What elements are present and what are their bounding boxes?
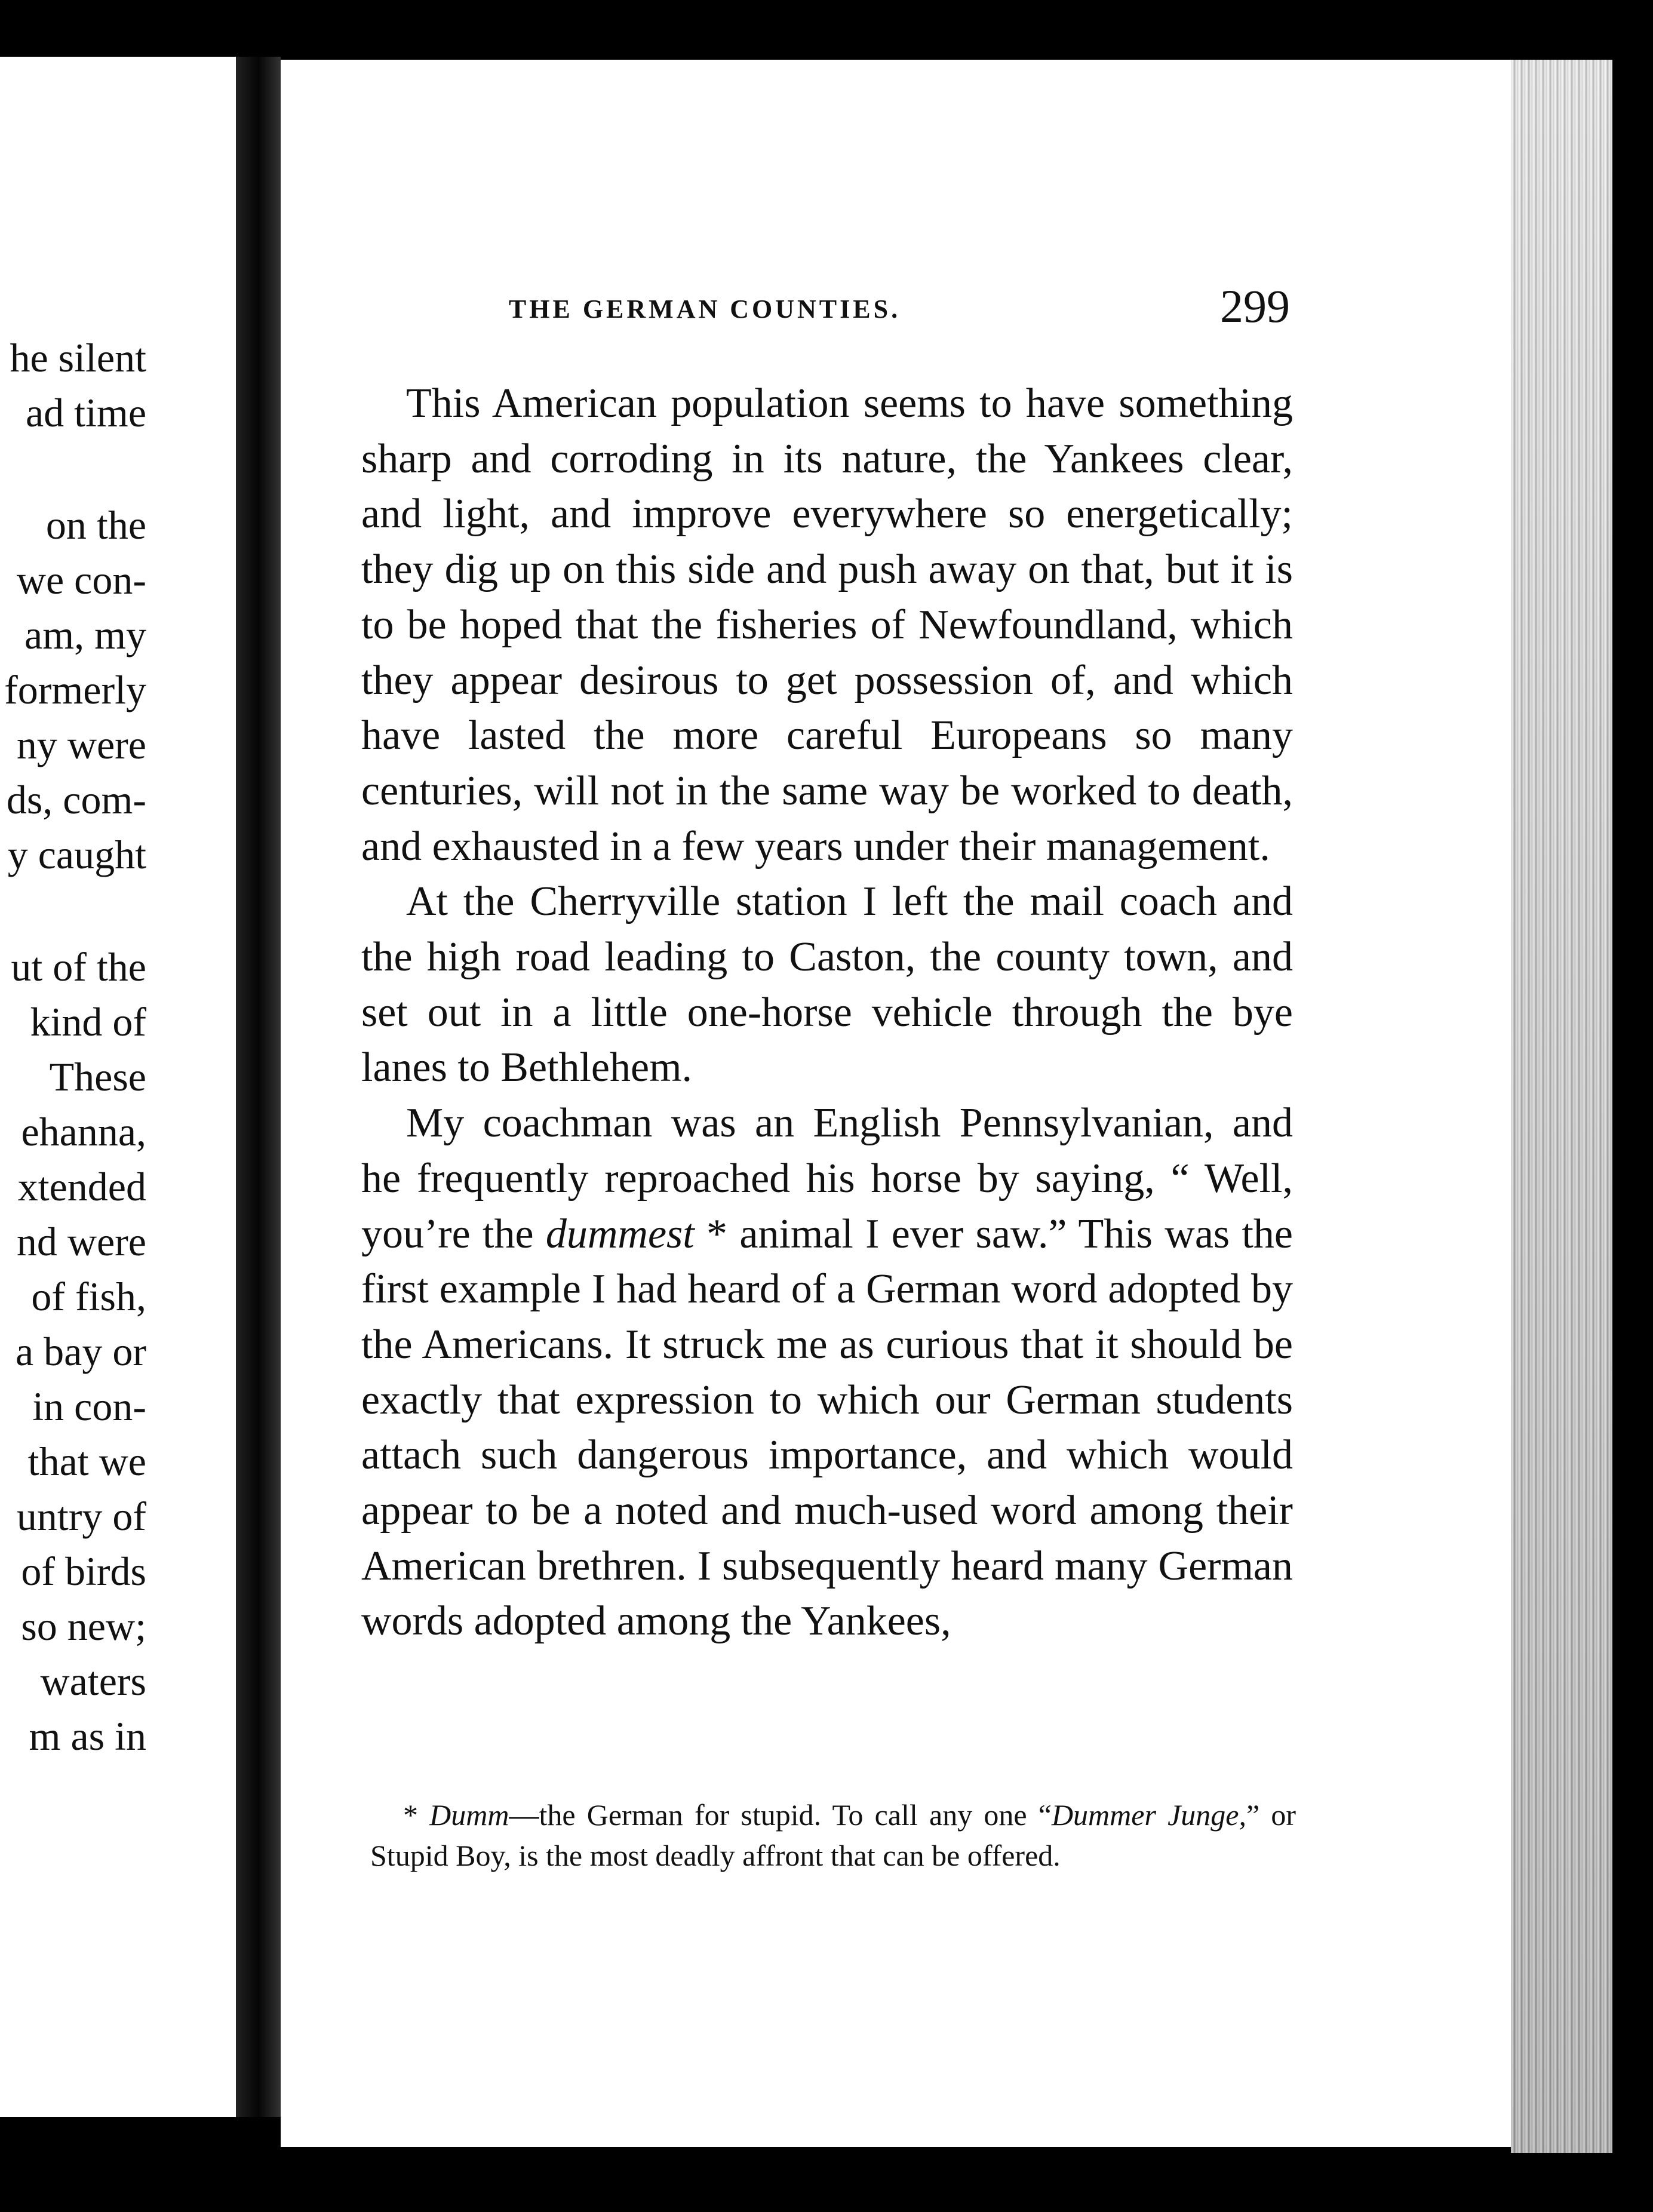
- left-page-line: am, my: [24, 612, 146, 658]
- footnote-text: —the German for stupid. To call any one “: [509, 1798, 1052, 1832]
- left-page-line: nd were: [16, 1219, 146, 1264]
- paragraph: At the Cherryville station I left the mail coach and the high road leading to Caston, the county town, and set out in a little one-horse vehicle through the bye lanes to Bethlehem.: [361, 878, 1293, 1091]
- body-text: [361, 376, 1293, 1649]
- left-page-line: that we: [27, 1439, 146, 1484]
- left-page-line: y caught: [7, 832, 146, 877]
- paragraph: This American population seems to have something sharp and corroding in its nature, the Yankees clear, and light, and improve everywhere so energetically; they dig up on this side and push away on that, but it is to be hoped that the fisheries of Newfoundland, which they appear desirous to get possession of, and which have lasted the more careful Europeans so many centuries, will not in the same way be worked to death, and exhausted in a few years under their management.: [361, 380, 1293, 870]
- paragraph-text: My coachman was an English Pennsylvanian, and he frequently reproached his horse by saying, “ Well, you’re the: [361, 1100, 1293, 1257]
- left-page-line: These: [49, 1054, 146, 1099]
- left-page: [0, 57, 248, 2117]
- running-head: [322, 280, 1290, 333]
- left-page-line: ds, com-: [6, 777, 146, 822]
- left-page-line: so new;: [21, 1603, 146, 1649]
- footnote-phrase: Dummer Junge,: [1051, 1798, 1246, 1832]
- left-page-line: m as in: [29, 1713, 146, 1759]
- left-page-line: untry of: [16, 1494, 146, 1539]
- left-page-line: ehanna,: [21, 1109, 146, 1154]
- left-page-line: of birds: [21, 1549, 146, 1594]
- footnote-marker: *: [403, 1798, 430, 1832]
- left-page-line: he silent: [10, 335, 146, 380]
- left-page-line: xtended: [17, 1164, 146, 1209]
- left-page-line: formerly: [4, 667, 146, 712]
- emphasized-word: dummest: [545, 1211, 695, 1257]
- left-page-line: in con-: [32, 1384, 146, 1429]
- running-title: THE GERMAN COUNTIES.: [508, 294, 901, 324]
- footnote-term: Dumm: [429, 1798, 509, 1832]
- left-page-line: ad time: [25, 390, 146, 435]
- left-page-line: on the: [45, 502, 146, 548]
- left-page-line: we con-: [16, 557, 146, 603]
- paragraph-text: * animal I ever saw.” This was the first example I had heard of a German word adopted by the Americans. It struck me as curious that it should be exactly that expression to which our German students attach such dangerous importance, and which would appear to be a noted and much-used word among their American brethren. I subsequently heard many German words adopted among the Yankees,: [361, 1211, 1293, 1645]
- left-page-line: ut of the: [11, 944, 146, 990]
- footnote: [370, 1795, 1296, 1876]
- left-page-line: waters: [40, 1658, 146, 1704]
- left-page-line: a bay or: [15, 1329, 146, 1374]
- page-number: 299: [1220, 280, 1290, 332]
- book-gutter: [236, 57, 281, 2117]
- footnote-text: ” or Stupid Boy, is the most deadly affront that can be offered.: [370, 1798, 1296, 1872]
- left-page-line: of fish,: [31, 1274, 146, 1319]
- left-page-line: kind of: [30, 999, 146, 1044]
- left-page-line: ny were: [16, 722, 146, 767]
- page-edges: [1511, 60, 1612, 2153]
- paragraph: [361, 1096, 1293, 1649]
